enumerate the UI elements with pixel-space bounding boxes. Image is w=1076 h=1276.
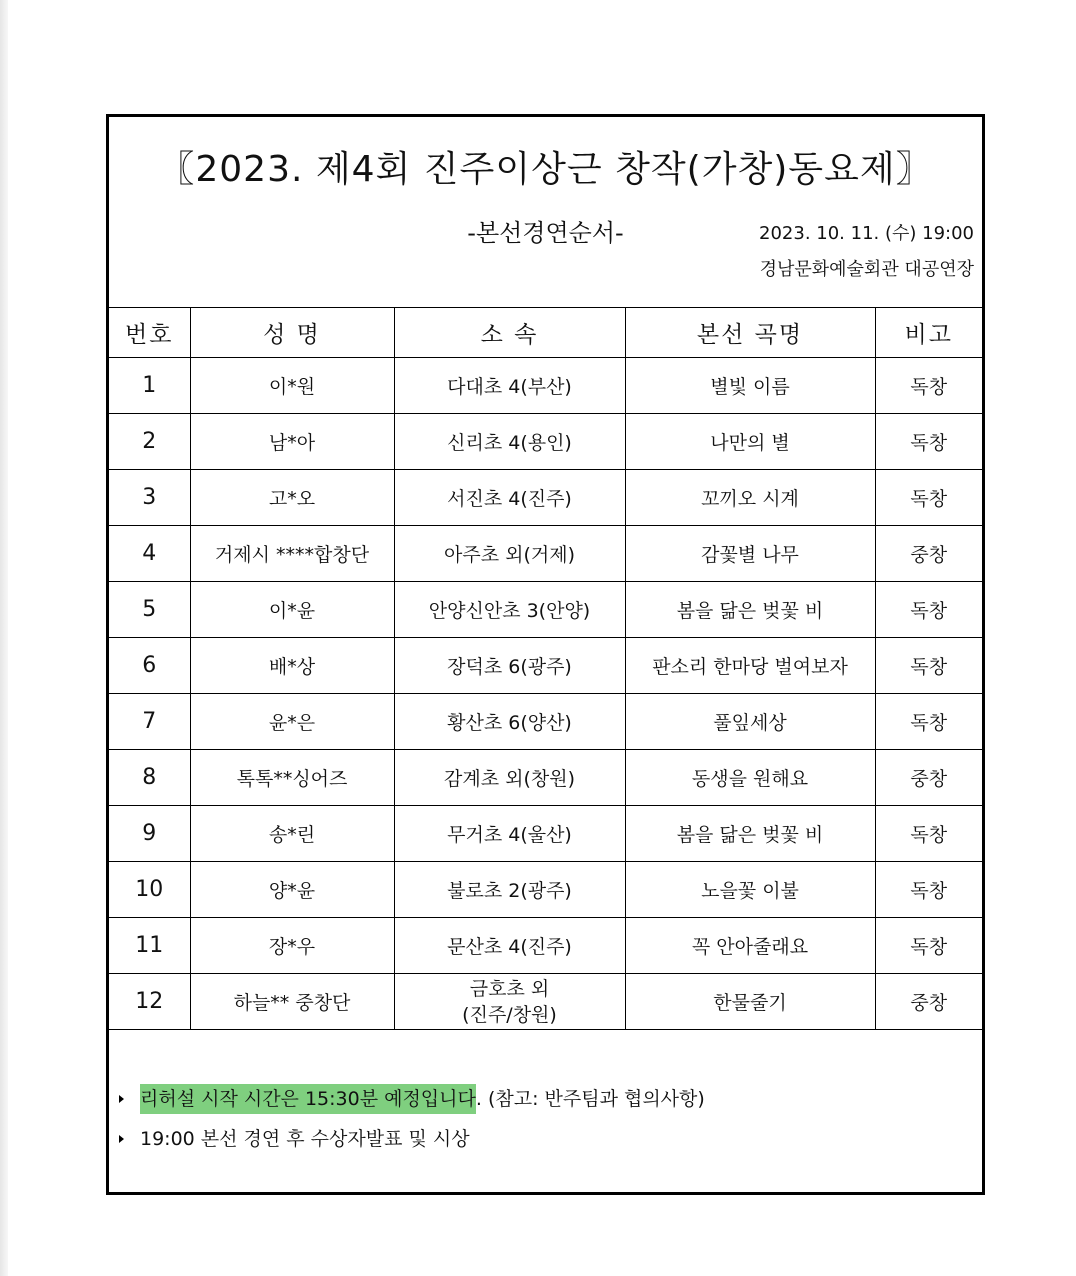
header-note: 비고 [875, 308, 982, 358]
cell-name: 장*우 [190, 918, 394, 974]
cell-school: 무거초 4(울산) [394, 806, 625, 862]
cell-name: 양*윤 [190, 862, 394, 918]
table-row [109, 358, 982, 414]
cell-song: 한물줄기 [625, 974, 875, 1030]
note-highlight: 리허설 시작 시간은 15:30분 예정입니다 [140, 1084, 476, 1114]
header-school: 소 속 [394, 308, 625, 358]
schedule-table [109, 307, 982, 1030]
cell-school: 문산초 4(진주) [394, 918, 625, 974]
cell-school-line: 금호초 외 [469, 977, 550, 1000]
table-row [109, 470, 982, 526]
table-header-row [109, 308, 982, 358]
cell-number: 7 [109, 694, 190, 750]
note-text: . (참고: 반주팀과 협의사항) [475, 1088, 705, 1110]
cell-number: 11 [109, 918, 190, 974]
cell-name: 배*상 [190, 638, 394, 694]
table-row [109, 918, 982, 974]
cell-number: 12 [109, 974, 190, 1030]
cell-number: 1 [109, 358, 190, 414]
header-song: 본선 곡명 [625, 308, 875, 358]
cell-note: 독창 [875, 414, 982, 470]
notes-list [119, 1079, 969, 1159]
cell-number: 10 [109, 862, 190, 918]
cell-note: 독창 [875, 806, 982, 862]
event-venue: 경남문화예술회관 대공연장 [759, 259, 974, 280]
document-frame [106, 114, 985, 1195]
cell-number: 2 [109, 414, 190, 470]
document-title: 〖2023. 제4회 진주이상근 창작(가창)동요제〗 [158, 149, 933, 190]
cell-name: 톡톡**싱어즈 [190, 750, 394, 806]
triangle-bullet-icon [119, 1135, 124, 1143]
cell-number: 9 [109, 806, 190, 862]
cell-number: 8 [109, 750, 190, 806]
table-body [109, 358, 982, 1030]
cell-name: 하늘** 중창단 [190, 974, 394, 1030]
table-row [109, 582, 982, 638]
cell-song: 꼭 안아줄래요 [625, 918, 875, 974]
cell-song: 판소리 한마당 벌여보자 [625, 638, 875, 694]
cell-school: 아주초 외(거제) [394, 526, 625, 582]
table-row [109, 526, 982, 582]
cell-name: 남*아 [190, 414, 394, 470]
header-name: 성 명 [190, 308, 394, 358]
cell-name: 윤*은 [190, 694, 394, 750]
cell-school: 신리초 4(용인) [394, 414, 625, 470]
cell-song: 꼬끼오 시계 [625, 470, 875, 526]
cell-name: 송*린 [190, 806, 394, 862]
cell-note: 독창 [875, 582, 982, 638]
table-row [109, 750, 982, 806]
event-date: 2023. 10. 11. (수) 19:00 [759, 223, 974, 244]
triangle-bullet-icon [119, 1095, 124, 1103]
header-number: 번호 [109, 308, 190, 358]
cell-school: 다대초 4(부산) [394, 358, 625, 414]
note-item [119, 1079, 969, 1119]
table-row [109, 414, 982, 470]
table-row [109, 638, 982, 694]
cell-note: 독창 [875, 638, 982, 694]
cell-song: 봄을 닮은 벚꽃 비 [625, 582, 875, 638]
cell-school: 감계초 외(창원) [394, 750, 625, 806]
cell-note: 독창 [875, 470, 982, 526]
cell-name: 고*오 [190, 470, 394, 526]
note-item [119, 1119, 969, 1159]
cell-number: 4 [109, 526, 190, 582]
cell-number: 5 [109, 582, 190, 638]
cell-song: 풀잎세상 [625, 694, 875, 750]
cell-name: 이*원 [190, 358, 394, 414]
table-row [109, 862, 982, 918]
cell-song: 나만의 별 [625, 414, 875, 470]
cell-song: 감꽃별 나무 [625, 526, 875, 582]
cell-note: 중창 [875, 750, 982, 806]
cell-song: 동생을 원해요 [625, 750, 875, 806]
cell-song: 봄을 닮은 벚꽃 비 [625, 806, 875, 862]
cell-note: 독창 [875, 862, 982, 918]
cell-school-line: (진주/창원) [462, 1003, 557, 1026]
cell-song: 별빛 이름 [625, 358, 875, 414]
cell-school: 불로초 2(광주) [394, 862, 625, 918]
document-subtitle: -본선경연순서- [467, 219, 624, 247]
table-row [109, 806, 982, 862]
table-row [109, 694, 982, 750]
page-edge-shadow [0, 0, 8, 1276]
cell-note: 독창 [875, 358, 982, 414]
cell-note: 중창 [875, 974, 982, 1030]
cell-school: 서진초 4(진주) [394, 470, 625, 526]
cell-school: 장덕초 6(광주) [394, 638, 625, 694]
cell-note: 중창 [875, 526, 982, 582]
table-row [109, 974, 982, 1030]
cell-note: 독창 [875, 918, 982, 974]
cell-name: 거제시 ****합창단 [190, 526, 394, 582]
cell-school: 황산초 6(양산) [394, 694, 625, 750]
cell-song: 노을꽃 이불 [625, 862, 875, 918]
cell-number: 3 [109, 470, 190, 526]
cell-school [394, 974, 625, 1030]
cell-note: 독창 [875, 694, 982, 750]
note-text: 19:00 본선 경연 후 수상자발표 및 시상 [140, 1128, 470, 1150]
cell-school: 안양신안초 3(안양) [394, 582, 625, 638]
cell-number: 6 [109, 638, 190, 694]
cell-name: 이*윤 [190, 582, 394, 638]
